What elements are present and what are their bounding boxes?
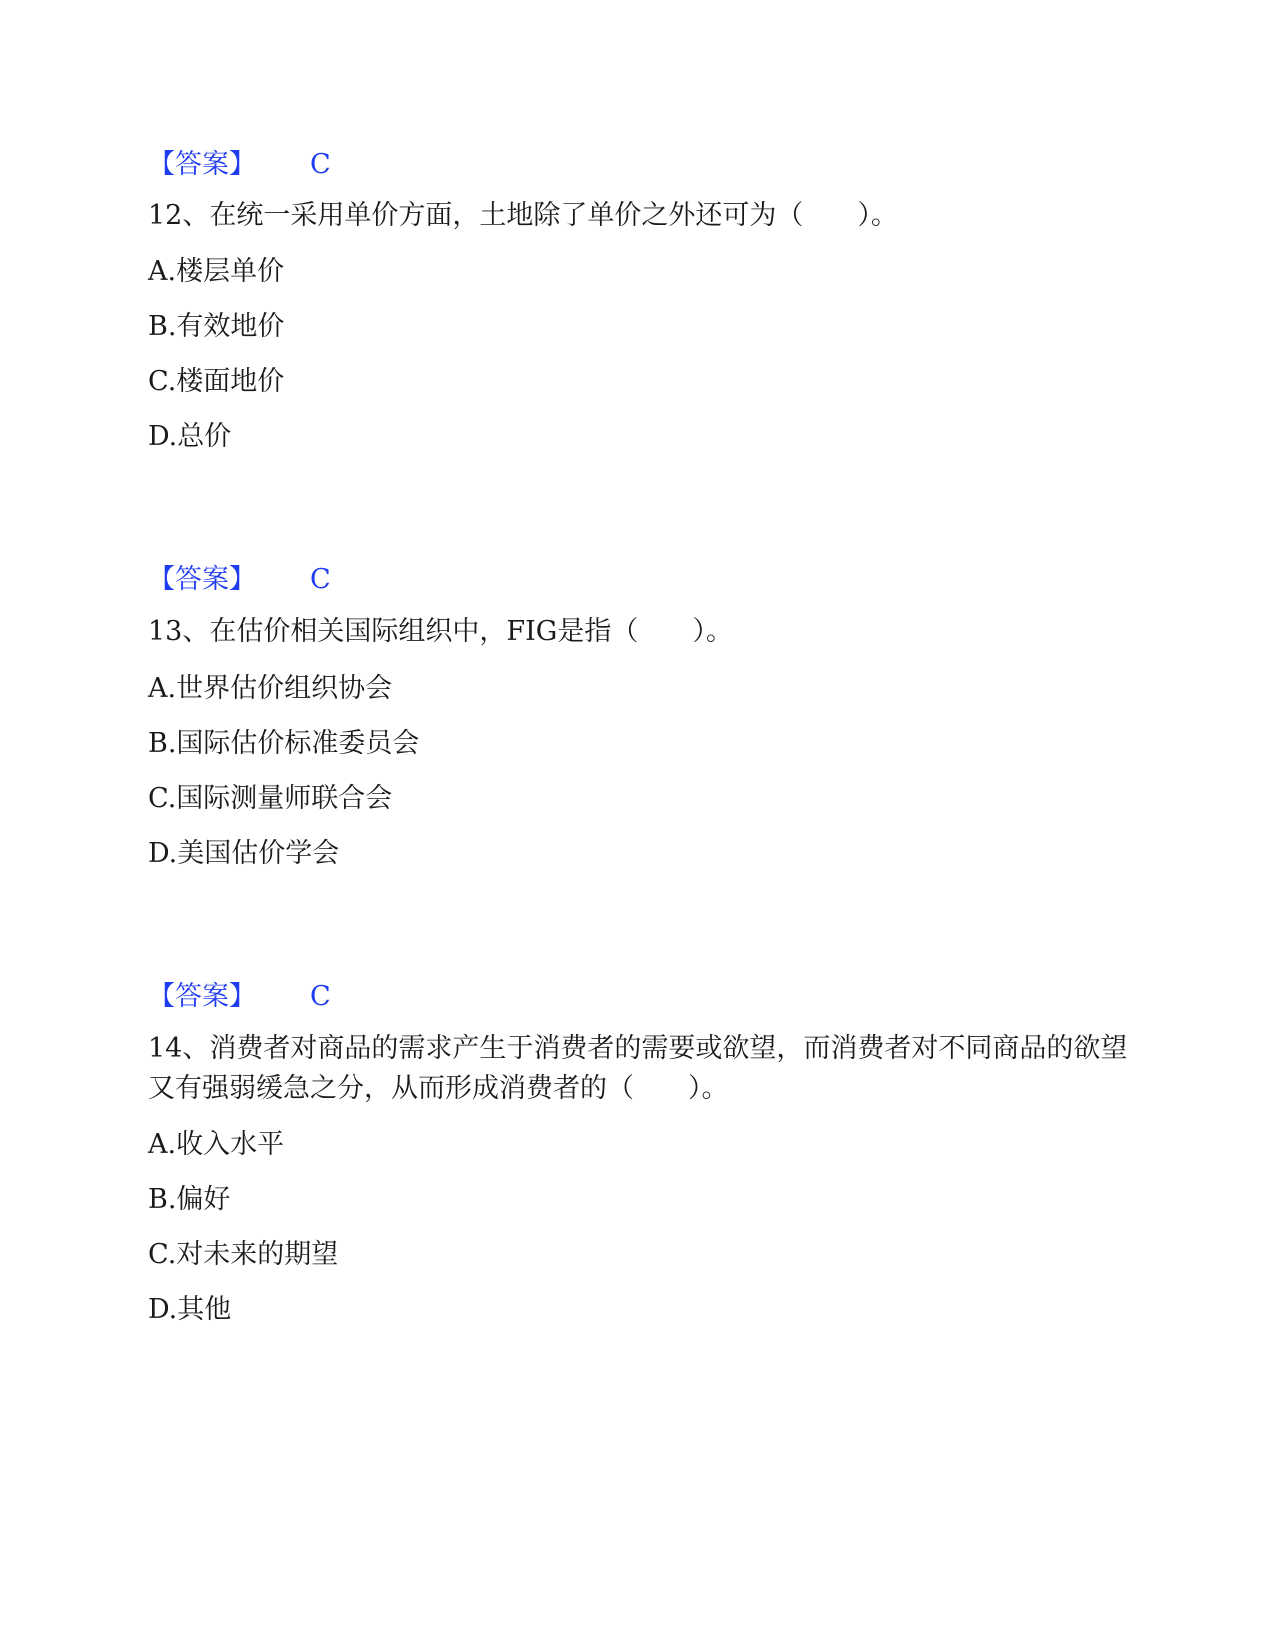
option-d: D.总价 bbox=[148, 421, 232, 452]
question-text: 13、在估价相关国际组织中，FIG是指（ ）。 bbox=[148, 616, 733, 647]
answer-label: 【答案】 bbox=[148, 981, 256, 1012]
option-a: A.世界估价组织协会 bbox=[148, 673, 393, 704]
answer-label: 【答案】 bbox=[148, 564, 256, 595]
question-text: 12、在统一采用单价方面，土地除了单价之外还可为（ ）。 bbox=[148, 200, 898, 231]
answer-line bbox=[148, 148, 331, 182]
option-c: C.对未来的期望 bbox=[148, 1239, 339, 1270]
option-a: A.楼层单价 bbox=[148, 256, 285, 287]
option-d: D.美国估价学会 bbox=[148, 838, 340, 869]
answer-value: C bbox=[310, 564, 331, 595]
option-a: A.收入水平 bbox=[148, 1129, 285, 1160]
answer-line bbox=[148, 563, 331, 597]
option-d: D.其他 bbox=[148, 1294, 232, 1325]
answer-value: C bbox=[310, 981, 331, 1012]
option-b: B.有效地价 bbox=[148, 311, 285, 342]
answer-line bbox=[148, 980, 331, 1014]
option-b: B.国际估价标准委员会 bbox=[148, 728, 420, 759]
option-c: C.楼面地价 bbox=[148, 366, 285, 397]
question-text: 14、消费者对商品的需求产生于消费者的需要或欲望，而消费者对不同商品的欲望又有强弱缓急之分，从而形成消费者的（ ）。 bbox=[148, 1033, 1128, 1104]
answer-value: C bbox=[310, 149, 331, 180]
answer-label: 【答案】 bbox=[148, 149, 256, 180]
option-c: C.国际测量师联合会 bbox=[148, 783, 393, 814]
option-b: B.偏好 bbox=[148, 1184, 231, 1215]
